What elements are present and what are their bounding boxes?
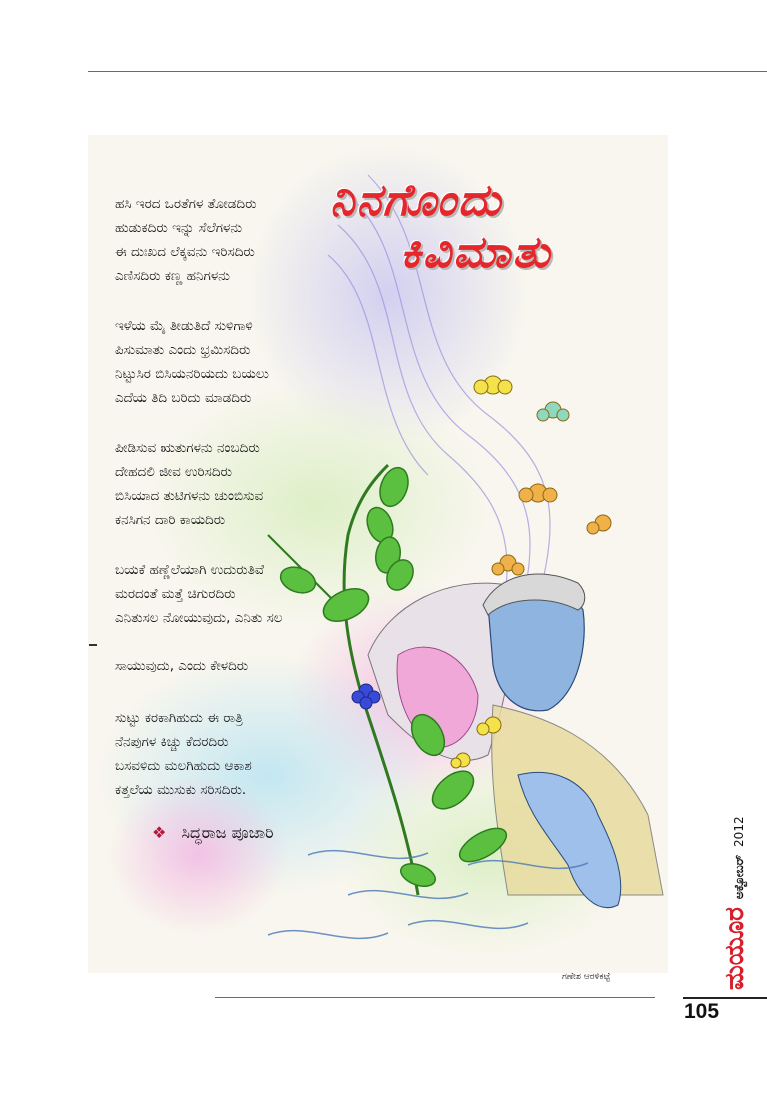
poem-line: ಕನಸಿಗನ ದಾರಿ ಕಾಯದಿರು: [115, 512, 226, 528]
title-line-1: ನಿನಗೊಂದು: [330, 175, 503, 226]
issue-year: 2012: [732, 816, 746, 847]
magazine-masthead: [720, 816, 751, 990]
poem-line: ಸುಟ್ಟು ಕರಕಾಗಿಹುದು ಈ ರಾತ್ರಿ: [115, 710, 243, 726]
poem-line: ಸಾಯುವುದು, ಎಂದು ಕೇಳದಿರು: [115, 658, 249, 674]
stanza-5: [115, 654, 248, 678]
poem-line: ಈ ದುಃಖದ ಲೆಕ್ಕವನು ಇರಿಸದಿರು: [115, 244, 255, 260]
poem-line: ಪಿಸುಮಾತು ಎಂದು ಭ್ರಮಿಸದಿರು: [115, 342, 251, 358]
poem-line: ಎಣಿಸದಿರು ಕಣ್ಣ ಹನಿಗಳನು: [115, 268, 230, 284]
stanza-2: [115, 314, 269, 410]
poem-line: ಹುಡುಕದಿರು ಇನ್ನು ಸೆಲೆಗಳನು: [115, 220, 243, 236]
illustrator-credit: ಗಣೇಶ ಆರಳಿಕಟ್ಟೆ: [562, 972, 611, 982]
poem-line: ಬಸವಳಿದು ಮಲಗಿಹುದು ಆಕಾಶ: [115, 758, 252, 774]
poem-line: ಎನಿತುಸಲ ನೋಯುವುದು, ಎನಿತು ಸಲ: [115, 610, 283, 626]
poem-title: [330, 175, 670, 279]
top-rule: [88, 71, 767, 72]
bottom-rule: [215, 997, 655, 998]
author-byline: [152, 823, 274, 843]
page-number-rule: [683, 997, 767, 999]
poem-line: ಎದೆಯ ತಿದಿ ಬರಿದು ಮಾಡದಿರು: [115, 390, 252, 406]
stanza-3: [115, 436, 263, 532]
poem-line: ಬಿಸಿಯಾದ ತುಟಿಗಳನು ಚುಂಬಿಸುವ: [115, 488, 264, 504]
stanza-1: [115, 192, 257, 288]
issue-month: ಅಕ್ಟೋಬರ್: [732, 854, 746, 900]
author-name: ಸಿದ್ಧರಾಜ ಪೂಜಾರಿ: [181, 823, 274, 842]
title-line-2: ಕಿವಿಮಾತು: [400, 227, 552, 278]
magazine-name: ಮಯೂರ: [720, 907, 750, 990]
page-number: 105: [684, 1000, 720, 1023]
poem-line: ದೇಹದಲಿ ಜೀವ ಉರಿಸದಿರು: [115, 464, 232, 480]
page-continuation-mark: [89, 644, 97, 646]
poem-line: ಮರದಂತೆ ಮತ್ತೆ ಚಿಗುರದಿರು: [115, 586, 236, 602]
poem-line: ನೆನಪುಗಳ ಕಿಚ್ಚು ಕೆದರದಿರು: [115, 734, 229, 750]
poem-line: ಇಳೆಯ ಮೈ ತೀಡುತಿದೆ ಸುಳಿಗಾಳಿ: [115, 318, 253, 334]
stanza-4: [115, 558, 283, 630]
poem-line: ಪೀಡಿಸುವ ಋತುಗಳನು ನಂಬದಿರು: [115, 440, 260, 456]
poem-line: ನಿಟ್ಟುಸಿರ ಬಿಸಿಯನರಿಯದು ಬಯಲು: [115, 366, 269, 382]
poem-line: ಹಸಿ ಇರದ ಒರತೆಗಳ ತೋಡದಿರು: [115, 196, 257, 212]
poem-line: ಕತ್ತಲೆಯ ಮುಸುಕು ಸರಿಸದಿರು.: [115, 782, 247, 798]
diamond-bullet-icon: ❖: [152, 823, 167, 842]
stanza-6: [115, 706, 252, 802]
poem-line: ಬಯಕೆ ಹಣ್ಣೆಲೆಯಾಗಿ ಉದುರುತಿವೆ: [115, 562, 265, 578]
